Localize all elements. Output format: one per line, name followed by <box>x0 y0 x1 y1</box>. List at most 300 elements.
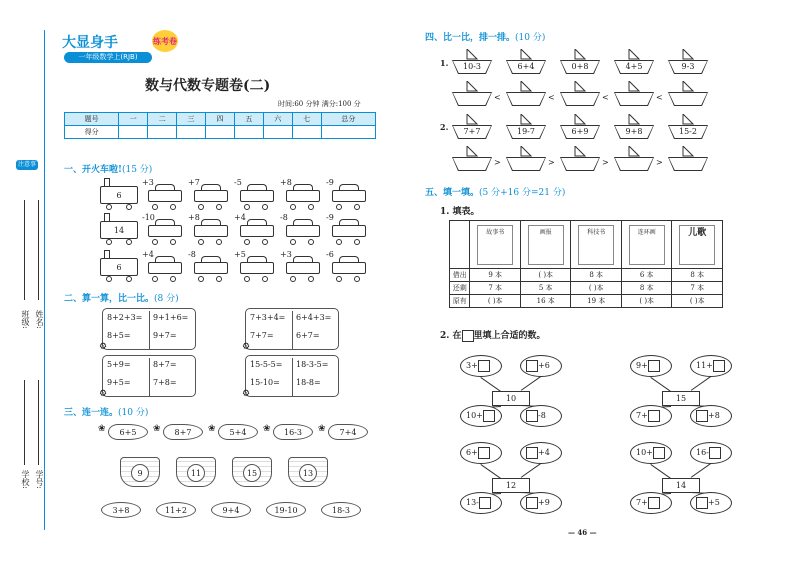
sail-icon <box>682 114 694 124</box>
basket-shape[interactable] <box>288 457 328 487</box>
connector-line <box>690 463 711 478</box>
boat-hull-fill <box>453 93 491 105</box>
compare-sign: < <box>602 93 609 102</box>
boat-hull-fill <box>615 158 653 170</box>
train-operator: +3 <box>142 178 154 187</box>
connector-line <box>480 464 501 479</box>
wheel <box>290 204 296 210</box>
wheel <box>336 239 342 245</box>
answer-boat <box>560 157 600 171</box>
carrot-card[interactable]: 8+7 <box>163 424 203 440</box>
tree-oval <box>630 405 672 427</box>
train-car[interactable] <box>148 225 182 237</box>
section-2-points: (8 分) <box>154 294 179 304</box>
table-cell-blank[interactable]: ( )本 <box>520 269 571 282</box>
table-cell-blank[interactable]: ( )本 <box>571 282 622 295</box>
score-header: 题号 <box>65 113 119 126</box>
train-operator: -9 <box>326 213 334 222</box>
score-cell[interactable] <box>292 126 321 139</box>
boat-with-expression <box>506 60 546 74</box>
table-cell: 7 本 <box>470 282 521 295</box>
table-cell: 5 本 <box>520 282 571 295</box>
sail-icon <box>628 114 640 124</box>
sidebar-border <box>44 30 45 530</box>
score-table <box>64 112 376 139</box>
score-row-label: 得分 <box>65 126 119 139</box>
table-cell: 8 本 <box>571 269 622 282</box>
basket-number: 9 <box>131 464 149 482</box>
score-header: 五 <box>234 113 263 126</box>
score-cell[interactable] <box>119 126 148 139</box>
connector-line <box>480 377 501 392</box>
calc-expression: 18-8= <box>296 378 321 387</box>
tree-oval <box>460 492 502 514</box>
table-cell: 16 本 <box>520 295 571 308</box>
boat-text: 15-2 <box>679 127 697 136</box>
wheel <box>216 204 222 210</box>
calc-box <box>242 355 339 399</box>
calc-expression: 8+5= <box>107 331 131 340</box>
wheel <box>170 239 176 245</box>
calc-expression: 5+9= <box>107 360 131 369</box>
answer-box[interactable] <box>653 447 665 459</box>
section-3-title: 三、连一连。 <box>64 408 119 418</box>
wheel <box>170 204 176 210</box>
flower-card[interactable]: 11+2 <box>156 502 196 518</box>
sail-icon <box>628 49 640 59</box>
leaf-icon: ❀ <box>208 424 216 434</box>
tree-oval <box>460 355 502 377</box>
wheel <box>152 276 158 282</box>
tree-oval <box>630 355 672 377</box>
score-cell[interactable] <box>177 126 206 139</box>
table-cell: 8 本 <box>621 282 672 295</box>
answer-boat <box>452 157 492 171</box>
wheel <box>262 239 268 245</box>
answer-boat <box>668 157 708 171</box>
table-cell: 19 本 <box>571 295 622 308</box>
sail-icon <box>628 81 640 91</box>
section-3-points: (10 分) <box>118 408 149 418</box>
section-5-title: 五、填一填。 <box>425 188 480 198</box>
boat-with-expression <box>668 125 708 139</box>
wheel <box>126 276 132 282</box>
class-label: 班级: <box>21 310 30 329</box>
answer-box[interactable] <box>526 447 538 459</box>
row-label: 原有 <box>450 295 470 308</box>
wheel <box>354 276 360 282</box>
boat-text: 6+4 <box>517 62 535 71</box>
sail-icon <box>574 81 586 91</box>
oval-text: +6 <box>538 361 550 370</box>
sail-icon <box>682 81 694 91</box>
calc-expression: 6+7= <box>296 331 320 340</box>
compare-sign: < <box>656 93 663 102</box>
boat-text: 10-3 <box>463 62 481 71</box>
train-operator: +5 <box>234 250 246 259</box>
school-line <box>24 380 25 465</box>
book-cell <box>470 221 521 269</box>
train-operator: -5 <box>234 178 242 187</box>
connector-line <box>520 463 541 478</box>
oval-text: +9 <box>538 498 550 507</box>
answer-box-sample <box>462 330 474 342</box>
answer-box[interactable] <box>648 497 660 509</box>
id-line <box>38 380 39 465</box>
train-car[interactable] <box>194 262 228 274</box>
center-number: 14 <box>662 478 700 493</box>
boat-with-expression <box>560 60 600 74</box>
wheel <box>126 204 132 210</box>
boat-text: 6+9 <box>571 127 589 136</box>
gear-icon: ⚙ <box>242 389 251 399</box>
wheel <box>126 239 132 245</box>
train-car[interactable] <box>286 190 320 202</box>
answer-box[interactable] <box>479 497 491 509</box>
train-car[interactable] <box>240 225 274 237</box>
leaf-icon: ❀ <box>318 424 326 434</box>
table-cell: 7 本 <box>672 282 723 295</box>
boat-text: 9-3 <box>681 62 695 71</box>
chimney-shape <box>104 213 110 221</box>
carrot-card[interactable]: 6+5 <box>108 424 148 440</box>
tree-oval <box>690 405 732 427</box>
boat-text: 9+8 <box>625 127 643 136</box>
table-cell-blank[interactable]: ( )本 <box>672 295 723 308</box>
calc-expression: 6+4+3= <box>296 313 332 322</box>
train-car[interactable] <box>148 262 182 274</box>
oval-text: 10+ <box>636 448 653 457</box>
calc-expression: 8+2+3= <box>107 313 143 322</box>
train-car[interactable] <box>332 262 366 274</box>
section-4-heading <box>425 30 545 43</box>
wheel <box>262 204 268 210</box>
train-car[interactable] <box>332 190 366 202</box>
wheel <box>106 276 112 282</box>
flower-card[interactable]: 3+8 <box>101 502 141 518</box>
section-5-points: (5 分+16 分=21 分) <box>479 188 566 198</box>
notice-badge: 注意事项 <box>17 161 36 178</box>
section-5-heading <box>425 185 565 198</box>
table-cell: 9 本 <box>470 269 521 282</box>
tree-oval <box>520 492 562 514</box>
part-2-label: 2. <box>440 122 449 132</box>
tree-oval <box>520 405 562 427</box>
calc-expression: 15-5-5= <box>250 360 283 369</box>
sail-icon <box>520 146 532 156</box>
wheel <box>354 239 360 245</box>
wheel <box>198 239 204 245</box>
oval-text: 13- <box>466 498 479 507</box>
train-car[interactable] <box>332 225 366 237</box>
grade-label: 一年级数学上(RJB) <box>64 52 152 63</box>
leaf-icon: ❀ <box>263 424 271 434</box>
calc-expression: 7+8= <box>153 378 177 387</box>
boat-with-expression <box>614 125 654 139</box>
table-cell: 8 本 <box>672 269 723 282</box>
carrot-card[interactable]: 16-3 <box>273 424 313 440</box>
score-header: 三 <box>177 113 206 126</box>
answer-box[interactable] <box>709 447 721 459</box>
score-cell[interactable] <box>148 126 177 139</box>
wheel <box>198 276 204 282</box>
compare-sign: > <box>656 158 663 167</box>
flower-card[interactable]: 9+4 <box>211 502 251 518</box>
train-car[interactable] <box>148 190 182 202</box>
wheel <box>244 204 250 210</box>
time-score-info: 时间:60 分钟 满分:100 分 <box>278 100 361 108</box>
wheel <box>216 239 222 245</box>
connector-line <box>520 376 541 391</box>
answer-box[interactable] <box>713 360 725 372</box>
sail-icon <box>628 146 640 156</box>
table-cell: 6 本 <box>621 269 672 282</box>
oval-text: 10+ <box>466 411 483 420</box>
train-operator: -6 <box>326 250 334 259</box>
boat-hull-fill <box>669 93 707 105</box>
song-book-icon: 儿歌 <box>679 225 715 265</box>
sail-icon <box>520 114 532 124</box>
boat-with-expression <box>560 125 600 139</box>
table-cell-blank[interactable]: ( )本 <box>470 295 521 308</box>
book-cell <box>621 221 672 269</box>
wheel <box>244 239 250 245</box>
gear-icon: ⚙ <box>99 389 108 399</box>
train-operator: +4 <box>142 250 154 259</box>
answer-box[interactable] <box>483 410 495 422</box>
compare-sign: < <box>548 93 555 102</box>
boat-text: 7+7 <box>463 127 481 136</box>
score-header: 二 <box>148 113 177 126</box>
boat-with-expression <box>614 60 654 74</box>
basket-shape[interactable] <box>232 457 272 487</box>
oval-text: 11+ <box>696 361 713 370</box>
sail-icon <box>466 81 478 91</box>
oval-text: 7+ <box>636 498 648 507</box>
sail-icon <box>466 49 478 59</box>
tree-oval <box>630 442 672 464</box>
train-car[interactable] <box>194 225 228 237</box>
section-4-title: 四、比一比，排一排。 <box>425 33 516 43</box>
tree-oval <box>460 405 502 427</box>
section-2-heading <box>64 291 179 304</box>
compare-sign: > <box>548 158 555 167</box>
train-car[interactable] <box>240 262 274 274</box>
answer-box[interactable] <box>648 360 660 372</box>
book-cell <box>520 221 571 269</box>
boat-hull-fill <box>561 158 599 170</box>
wheel <box>308 276 314 282</box>
train-operator: +4 <box>234 213 246 222</box>
sail-icon <box>520 49 532 59</box>
sail-icon <box>574 49 586 59</box>
sail-icon <box>682 49 694 59</box>
name-line <box>38 200 39 300</box>
answer-boat <box>506 157 546 171</box>
basket-number: 13 <box>299 464 317 482</box>
tree-oval <box>520 355 562 377</box>
question-2-post: 里填上合适的数。 <box>473 331 546 341</box>
boat-with-expression <box>668 60 708 74</box>
boat-hull-fill <box>615 93 653 105</box>
id-label: 学号: <box>35 470 44 489</box>
score-header: 六 <box>263 113 292 126</box>
school-label: 学校: <box>21 470 30 489</box>
answer-box[interactable] <box>478 360 490 372</box>
basket-number: 15 <box>243 464 261 482</box>
carrot-card[interactable]: 7+4 <box>328 424 368 440</box>
section-4-points: (10 分) <box>515 33 546 43</box>
boat-hull-fill <box>453 158 491 170</box>
train-car[interactable] <box>286 225 320 237</box>
section-1-heading <box>64 162 152 175</box>
train-operator: -9 <box>326 178 334 187</box>
tree-oval <box>520 442 562 464</box>
boat-with-expression <box>452 125 492 139</box>
answer-boat <box>614 92 654 106</box>
section-2-title: 二、算一算，比一比。 <box>64 294 155 304</box>
calc-expression: 7+7= <box>250 331 274 340</box>
score-header: 四 <box>206 113 235 126</box>
calc-expression: 9+1+6= <box>153 313 189 322</box>
oval-text: 7+ <box>636 411 648 420</box>
row-label: 还剩 <box>450 282 470 295</box>
tree-oval <box>460 442 502 464</box>
answer-box[interactable] <box>696 410 708 422</box>
train-operator: -8 <box>188 250 196 259</box>
compare-sign: > <box>602 158 609 167</box>
answer-boat <box>452 92 492 106</box>
name-label: 姓名: <box>35 310 44 329</box>
pictorial-icon: 画报 <box>528 225 564 265</box>
question-1-label: 1. 填表。 <box>440 207 480 217</box>
answer-boat <box>668 92 708 106</box>
boat-text: 0+8 <box>571 62 589 71</box>
flower-card[interactable]: 18-3 <box>321 502 361 518</box>
answer-box[interactable] <box>696 497 708 509</box>
answer-box[interactable] <box>526 497 538 509</box>
oval-text: -8 <box>538 411 546 420</box>
train-operator: +8 <box>280 178 292 187</box>
oval-text: 3+ <box>466 361 478 370</box>
score-cell[interactable] <box>234 126 263 139</box>
calc-expression: 18-3-5= <box>296 360 329 369</box>
score-header: 一 <box>119 113 148 126</box>
train-car[interactable] <box>194 190 228 202</box>
flower-card[interactable]: 19-10 <box>266 502 306 518</box>
center-number: 10 <box>492 391 530 406</box>
page-title: 数与代数专题卷(二) <box>145 78 271 94</box>
leaf-icon: ❀ <box>98 424 106 434</box>
calc-box <box>99 308 196 352</box>
boat-with-expression <box>452 60 492 74</box>
chimney-shape <box>104 250 110 258</box>
comic-book-icon: 连环画 <box>629 225 665 265</box>
leaf-icon: ❀ <box>153 424 161 434</box>
train-car[interactable] <box>240 190 274 202</box>
carrot-card[interactable]: 5+4 <box>218 424 258 440</box>
wheel <box>198 204 204 210</box>
sail-icon <box>682 146 694 156</box>
answer-box[interactable] <box>478 447 490 459</box>
calc-expression: 9+7= <box>153 331 177 340</box>
locomotive: 6 <box>100 258 138 276</box>
train-operator: +3 <box>280 250 292 259</box>
wheel <box>308 239 314 245</box>
train-operator: -8 <box>280 213 288 222</box>
oval-text: 16- <box>696 448 709 457</box>
wheel <box>152 239 158 245</box>
answer-boat <box>506 92 546 106</box>
basket-shape[interactable] <box>120 457 160 487</box>
boat-text: 4+5 <box>625 62 643 71</box>
score-cell[interactable] <box>321 126 375 139</box>
compare-sign: < <box>494 93 501 102</box>
brand-stamp: 练考卷 <box>152 30 178 52</box>
section-3-heading <box>64 405 148 418</box>
oval-text: 9+ <box>636 361 648 370</box>
question-2-pre: 2. 在 <box>440 331 462 341</box>
train-car[interactable] <box>286 262 320 274</box>
science-book-icon: 科技书 <box>578 225 614 265</box>
locomotive: 14 <box>100 221 138 239</box>
answer-box[interactable] <box>648 410 660 422</box>
center-number: 15 <box>662 391 700 406</box>
chimney-shape <box>104 178 110 186</box>
oval-text: +4 <box>538 448 550 457</box>
wheel <box>262 276 268 282</box>
boat-hull-fill <box>507 93 545 105</box>
books-corner <box>450 221 470 269</box>
sail-icon <box>466 114 478 124</box>
wheel <box>216 276 222 282</box>
score-header: 总分 <box>321 113 375 126</box>
row-label: 借出 <box>450 269 470 282</box>
calc-box <box>99 355 196 399</box>
connector-line <box>650 377 671 392</box>
sail-icon <box>520 81 532 91</box>
gear-icon: ⚙ <box>99 342 108 352</box>
boat-with-expression <box>506 125 546 139</box>
boat-hull-fill <box>561 93 599 105</box>
page-number: — 46 — <box>568 528 597 537</box>
score-cell[interactable] <box>263 126 292 139</box>
answer-boat <box>614 157 654 171</box>
table-cell-blank[interactable]: ( )本 <box>621 295 672 308</box>
class-line <box>24 200 25 300</box>
wheel <box>308 204 314 210</box>
wheel <box>170 276 176 282</box>
wheel <box>152 204 158 210</box>
answer-boat <box>560 92 600 106</box>
section-1-title: 一、开火车啦! <box>64 165 122 175</box>
sail-icon <box>574 114 586 124</box>
tree-oval <box>690 355 732 377</box>
basket-shape[interactable] <box>176 457 216 487</box>
book-cell <box>571 221 622 269</box>
score-cell[interactable] <box>206 126 235 139</box>
sail-icon <box>574 146 586 156</box>
connector-line <box>690 376 711 391</box>
oval-text: +8 <box>708 411 720 420</box>
calc-expression: 7+3+4= <box>250 313 286 322</box>
calc-expression: 8+7= <box>153 360 177 369</box>
answer-box[interactable] <box>526 410 538 422</box>
compare-sign: > <box>494 158 501 167</box>
answer-box[interactable] <box>526 360 538 372</box>
story-book-icon: 故事书 <box>477 225 513 265</box>
books-table <box>449 220 723 308</box>
